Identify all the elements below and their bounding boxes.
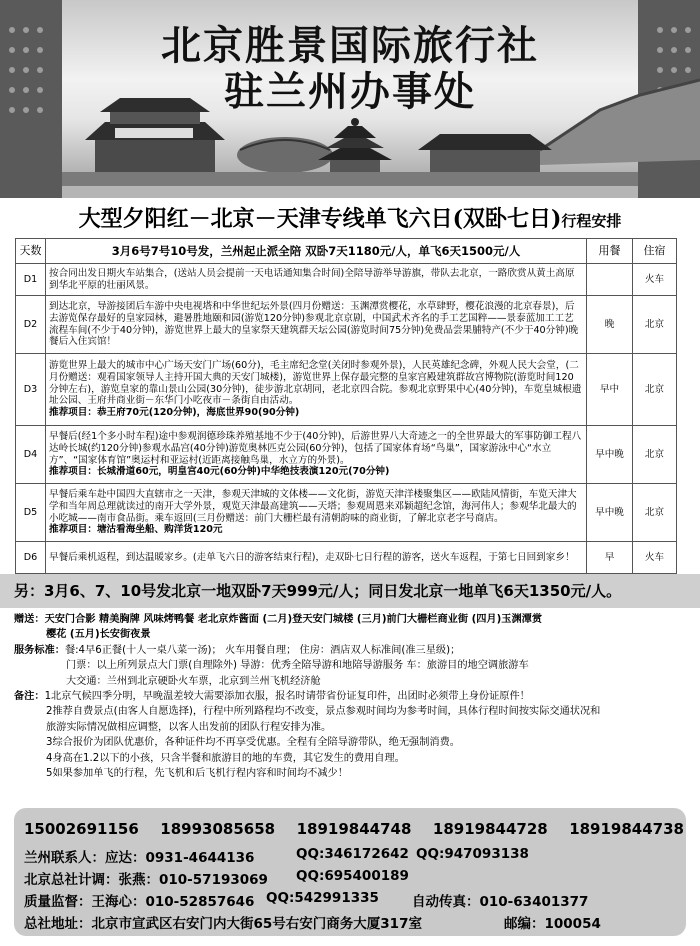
remark-2b: 旅游实际情况做相应调整，以客人出发前的团队行程安排为准。 [46, 721, 332, 733]
table-row [16, 264, 677, 296]
lz-contact: 应达：0931-4644136 [105, 850, 255, 866]
desc-cell [46, 354, 587, 426]
remark-5: 5如果参加单飞的行程，先飞机和后飞机行程内容和时间均不减少！ [46, 768, 348, 780]
itinerary-table [15, 238, 677, 574]
remarks-label: 备注： [14, 691, 45, 703]
meal-cell: 早 [587, 542, 633, 574]
gifts-text: 天安门合影 精美胸牌 风味烤鸭餐 老北京炸酱面 (二月)登天安门城楼 (三月)前门大栅栏商业街 (四月)玉渊潭赏 [44, 614, 543, 625]
plan-label: 北京总社计调： [24, 872, 119, 888]
fax-contact [412, 890, 588, 910]
service-text: 餐:4早6正餐(十人一桌八菜一汤)； 火车用餐自理； 住房：酒店双人标准间(准三星级)； [64, 644, 461, 656]
phone-number: 18919844748 [296, 820, 412, 838]
day-cell: D3 [16, 354, 46, 426]
lanzhou-contact [24, 846, 254, 866]
stay-cell: 北京 [633, 296, 677, 354]
recommend-text: 推荐项目：长城滑道60元，明皇宫40元(60分钟)中华绝技表演120元(70分钟) [49, 466, 390, 478]
qq-number: 542991335 [294, 890, 379, 906]
recommend-text: 推荐项目：塘沽看海坐船、购洋货120元 [49, 524, 223, 536]
zip-value: 100054 [544, 916, 601, 932]
price-banner [0, 574, 700, 608]
zip-label: 邮编： [504, 916, 545, 932]
lz-qq2 [416, 846, 529, 862]
table-header-row [16, 239, 677, 264]
qq-number: 695400189 [324, 868, 409, 884]
addr-value: 北京市宣武区右安门内大街65号右安门商务大厦317室 [91, 916, 422, 932]
table-row [16, 426, 677, 484]
meal-cell [587, 264, 633, 296]
table-row [16, 484, 677, 542]
qq-label: QQ: [296, 846, 325, 862]
quality-label: 质量监督： [24, 894, 92, 910]
desc-text: 早餐后(经1个多小时车程)途中参观润德珍珠养殖基地不少于(40分钟)，后游世界八大奇迹之一的全世界最大的军事防御工程八达岭长城(约120分钟)参观水晶宫(40分钟)游览奥林匹克公园(60分钟)，包括了国家体育场“鸟巢”，国家游泳中心“水立方”、“国家体育馆”奥运村和亚运村(近距离接触鸟巢，水立方的外景)。 [49, 430, 582, 466]
table-row [16, 354, 677, 426]
gifts-line-2: 樱花 (五月)长安街夜景 [46, 629, 151, 641]
phone-number: 18993085658 [160, 820, 276, 838]
stay-cell: 北京 [633, 426, 677, 484]
service-line-2: 门票：以上所列景点大门票(自理除外) 导游：优秀全陪导游和地陪导游服务 车：旅游目的地空调旅游车 [66, 660, 529, 672]
gifts-line [14, 612, 690, 627]
day-cell: D1 [16, 264, 46, 296]
palace-hall-icon [418, 134, 552, 172]
stay-cell: 火车 [633, 542, 677, 574]
col-meal: 用餐 [587, 239, 633, 264]
trip-title-main: 大型夕阳红－北京－天津专线单飞六日(双卧七日) [78, 206, 562, 232]
desc-cell [46, 484, 587, 542]
qq-number: 346172642 [324, 846, 409, 862]
remark-line [14, 689, 690, 704]
col-stay: 住宿 [633, 239, 677, 264]
meal-cell: 早中 [587, 354, 633, 426]
remark-4: 4身高在1.2以下的小孩，只含半餐和旅游目的地的车费，其它发生的费用自理。 [46, 752, 405, 764]
fax-label: 自动传真： [412, 894, 480, 910]
col-day: 天数 [16, 239, 46, 264]
qq-label: QQ: [266, 890, 295, 906]
gifts-label: 赠送： [14, 614, 45, 625]
meal-cell: 早中晚 [587, 484, 633, 542]
desc-text: 游览世界上最大的城市中心广场天安门广场(60分)，毛主席纪念堂(关闭时参观外景)，人民英雄纪念碑，外观人民大会堂，(二月份赠送：观看国家领导人主持开国大典的天安门城楼)，游览世界上保存最完整的皇家宫殿建筑群故宫博物院(游览时间120分钟左右)，游览皇家的靠山景山公园(30分钟)，徒步游北京胡同，老北京四合院。参观北京野果中心(40分钟)，车览皇城根遗址公园、王府井商业街－东华门小吃夜市－条街自由活动。 [49, 359, 582, 407]
desc-cell: 按合同出发日期火车站集合，(送站人员会提前一天电话通知集合时间)全陪导游举导游旗，带队去北京，一路欣赏从黄土高原到华北平原的壮丽风景。 [46, 264, 587, 296]
qq-label: QQ: [296, 868, 325, 884]
remark-1: 1北京气候四季分明，早晚温差较大需要添加衣服，报名时请带省份证复印件，出团时必须带上身份证原件！ [44, 691, 530, 703]
address-line [24, 912, 422, 932]
day-cell: D2 [16, 296, 46, 354]
contact-box [14, 808, 686, 936]
day-cell: D4 [16, 426, 46, 484]
remark-3: 3综合报价为团队优惠价，各种证件均不再享受优惠。全程有全陪导游带队，绝无强制消费。 [46, 737, 460, 749]
plan-contact: 张燕：010-57193069 [118, 872, 268, 888]
desc-text: 早餐后乘车赴中国四大直辖市之一天津，参观天津城的文体楼——文化街，游览天津洋楼聚集区——欧陆风情街，车览天津大学和当年周总理就读过的南开大学外景，观览天津最高建筑——天塔；参观周恩来邓颖超纪念馆，海河伟人；参观华北最大的小吃城——南市食品街。乘车返回(三月份赠送：前门大栅栏最有清朝韵味的商业街，了解北京老字号商店。 [49, 488, 577, 524]
office-name: 驻兰州办事处 [224, 68, 476, 115]
recommend-text: 推荐项目：恭王府70元(120分钟)，海底世界90(90分钟) [49, 407, 300, 419]
phone-number: 18919844738 [569, 820, 684, 838]
qq-label: QQ: [416, 846, 445, 862]
desc-cell: 到达北京，导游接团后车游中央电视塔和中华世纪坛外景(四月份赠送：玉渊潭赏樱花，水草肆野，樱花浪漫的北京春景)，后去游览保存最好的皇家园林，避暑胜地颐和园(游览120分钟)参观北京京剧，中国武术齐名的手工艺国粹——景泰蓝加工工艺流程车间(不少于40分钟)，游览世界上最大的皇家祭天建筑群天坛公园(游览时间75分钟)免费品尝果脯特产(不少于40分钟)晚餐后入住宾馆！ [46, 296, 587, 354]
day-cell: D5 [16, 484, 46, 542]
price-banner-text: 另：3月6、7、10号发北京一地双卧7天999元/人；同日发北京一地单飞6天1350元/人。 [14, 582, 622, 600]
quality-contact [24, 890, 254, 910]
table-row [16, 542, 677, 574]
phone-number: 18919844728 [432, 820, 548, 838]
desc-cell: 早餐后乘机返程，到达温暖家乡。(走单飞六日的游客结束行程)，走双卧七日行程的游客，送火车返程，于第七日回到家乡！ [46, 542, 587, 574]
lz-label: 兰州联系人： [24, 850, 105, 866]
col-desc: 3月6号7号10号发，兰州起止派全陪 双卧7天1180元/人，单飞6天1500元/人 [46, 239, 587, 264]
day-cell: D6 [16, 542, 46, 574]
desc-cell [46, 426, 587, 484]
quality-value: 王海心：010-52857646 [91, 894, 255, 910]
plan-qq [296, 868, 409, 884]
meal-cell: 晚 [587, 296, 633, 354]
service-line [14, 643, 690, 658]
stay-cell: 北京 [633, 354, 677, 426]
trip-title-suffix: 行程安排 [561, 212, 622, 230]
header-banner [0, 0, 700, 198]
table-row [16, 296, 677, 354]
birds-nest-icon [237, 137, 333, 173]
service-line-3: 大交通：兰州到北京硬卧火车票，北京到兰州飞机经济舱 [66, 675, 321, 687]
zip-line [504, 912, 601, 932]
service-label: 服务标准： [14, 644, 65, 656]
planner-contact [24, 868, 268, 888]
qq-number: 947093138 [444, 846, 529, 862]
addr-label: 总社地址： [24, 916, 92, 932]
quality-qq [266, 890, 379, 906]
meal-cell: 早中晚 [587, 426, 633, 484]
stay-cell: 北京 [633, 484, 677, 542]
phone-number: 15002691156 [24, 820, 139, 838]
remark-2a: 2推荐自费景点(由客人自愿选择)，行程中所列路程均不改变，景点参观时间均为参考时间，具体行程时间按实际交通状况和 [46, 706, 601, 718]
lz-qq1 [296, 846, 409, 862]
notes-section [14, 612, 690, 781]
trip-title [8, 202, 692, 233]
phone-list [24, 820, 684, 838]
agency-name: 北京胜景国际旅行社 [161, 22, 539, 69]
stay-cell: 火车 [633, 264, 677, 296]
fax-number: 010-63401377 [479, 894, 589, 910]
